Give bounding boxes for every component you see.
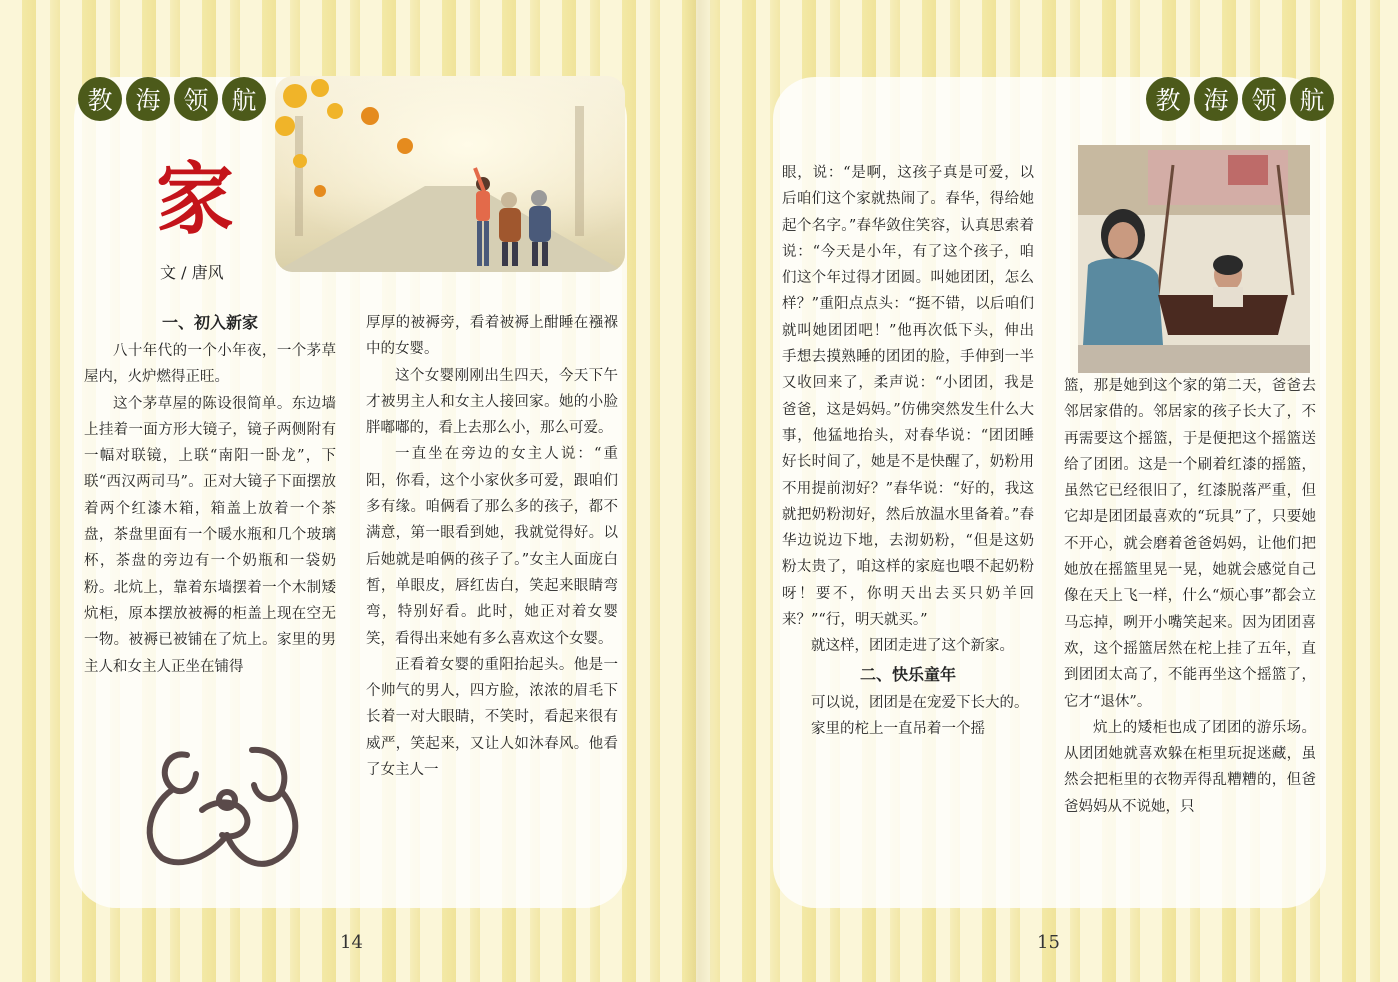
page-number-left: 14 bbox=[340, 932, 363, 953]
badge-char: 领 bbox=[174, 77, 218, 121]
article-author: 文 / 唐风 bbox=[160, 263, 224, 282]
badge-char: 海 bbox=[1194, 77, 1238, 121]
paragraph: 就这样，团团走进了这个新家。 bbox=[811, 638, 1014, 655]
paragraph: 厚厚的被褥旁，看着被褥上酣睡在襁褓中的女婴。 bbox=[366, 315, 618, 358]
hero-illustration bbox=[275, 76, 625, 272]
text-column-2 bbox=[366, 310, 618, 783]
section-heading: 一、初入新家 bbox=[161, 313, 258, 332]
article-title: 家 bbox=[155, 154, 234, 245]
section-badge-right bbox=[1146, 76, 1334, 122]
badge-char: 航 bbox=[222, 77, 266, 121]
paragraph: 这个茅草屋的陈设很简单。东边墙上挂着一面方形大镜子，镜子两侧附有一幅对联镜，上联“南阳一卧龙”，下联“西汉两司马”。正对大镜子下面摆放着两个红漆木箱，箱盖上放着一个茶盘，茶盘里面有一个暖水瓶和几个玻璃杯，茶盘的旁边有一个奶瓶和一袋奶粉。北炕上，靠着东墙摆着一个木制矮炕柜，原本摆放被褥的柜盖上现在空无一物。被褥已被铺在了炕上。家里的男主人和女主人正坐在铺得 bbox=[84, 395, 336, 675]
text-column-1 bbox=[84, 308, 336, 680]
paragraph: 炕上的矮柜也成了团团的游乐场。从团团她就喜欢躲在柜里玩捉迷藏，虽然会把柜里的衣物弄得乱糟糟的，但爸爸妈妈从不说她，只 bbox=[1064, 719, 1316, 815]
grandmother-cradle-photo bbox=[1078, 145, 1310, 373]
badge-char: 教 bbox=[1146, 77, 1190, 121]
text-column-3 bbox=[782, 160, 1034, 742]
family-embrace-icon bbox=[132, 730, 312, 870]
paragraph: 篮，那是她到这个家的第二天，爸爸去邻居家借的。邻居家的孩子长大了，不再需要这个摇篮，于是便把这个摇篮送给了团团。这是一个刷着红漆的摇篮，虽然它已经很旧了，红漆脱落严重，但它却是团团最喜欢的“玩具”了，只要她不开心，就会磨着爸爸妈妈，让他们把她放在摇篮里晃一晃，她就会感觉自己像在天上飞一样，什么“烦心事”都会立马忘掉，咧开小嘴笑起来。因为团团喜欢，这个摇篮居然在柁上挂了五年，直到团团太高了，不能再坐这个摇篮了，它才“退休”。 bbox=[1064, 378, 1316, 710]
book-spine bbox=[684, 0, 714, 982]
section-heading: 二、快乐童年 bbox=[859, 664, 956, 684]
page-number-right: 15 bbox=[1037, 932, 1060, 953]
paragraph: 正看着女婴的重阳抬起头。他是一个帅气的男人，四方脸，浓浓的眉毛下长着一对大眼睛，不笑时，看起来很有威严，笑起来，又让人如沐春风。他看了女主人一 bbox=[366, 656, 618, 779]
paragraph: 八十年代的一个小年夜，一个茅草屋内，火炉燃得正旺。 bbox=[84, 343, 336, 386]
badge-char: 领 bbox=[1242, 77, 1286, 121]
paragraph: 一直坐在旁边的女主人说：“重阳，你看，这个小家伙多可爱，跟咱们多有缘。咱俩看了那么多的孩子，都不满意，第一眼看到她，我就觉得好。以后她就是咱俩的孩子了。”女主人面庞白皙，单眼皮，唇红齿白，笑起来眼睛弯弯，特别好看。此时，她正对着女婴笑，看得出来她有多么喜欢这个女婴。 bbox=[366, 446, 618, 647]
paragraph: 可以说，团团是在宠爱下长大的。 bbox=[811, 694, 1029, 711]
badge-char: 航 bbox=[1290, 77, 1334, 121]
badge-char: 教 bbox=[78, 77, 122, 121]
badge-char: 海 bbox=[126, 77, 170, 121]
section-badge-left bbox=[78, 76, 266, 122]
paragraph: 这个女婴刚刚出生四天，今天下午才被男主人和女主人接回家。她的小脸胖嘟嘟的，看上去那么小，那么可爱。 bbox=[366, 367, 618, 437]
paragraph: 家里的柁上一直吊着一个摇 bbox=[811, 720, 985, 737]
text-column-4 bbox=[1064, 373, 1316, 820]
paragraph: 眼，说：“是啊，这孩子真是可爱，以后咱们这个家就热闹了。春华，得给她起个名字。”春华敛住笑容，认真思索着说：“今天是小年，有了这个孩子，咱们这个年过得才团圆。叫她团团，怎么样？”重阳点点头：“挺不错，以后咱们就叫她团团吧！”他再次低下头，伸出手想去摸熟睡的团团的脸，手伸到一半又收回来了，柔声说：“小团团，我是爸爸，这是妈妈。”仿佛突然发生什么大事，他猛地抬头，对春华说：“团团睡好长时间了，她是不是快醒了，奶粉用不用提前沏好？”春华说：“好的，我这就把奶粉沏好，然后放温水里备着。”春华边说边下地，去沏奶粉，“但是这奶粉太贵了，咱这样的家庭也喂不起奶粉呀！要不，你明天出去买只奶羊回来？”“行，明天就买。” bbox=[782, 165, 1034, 629]
